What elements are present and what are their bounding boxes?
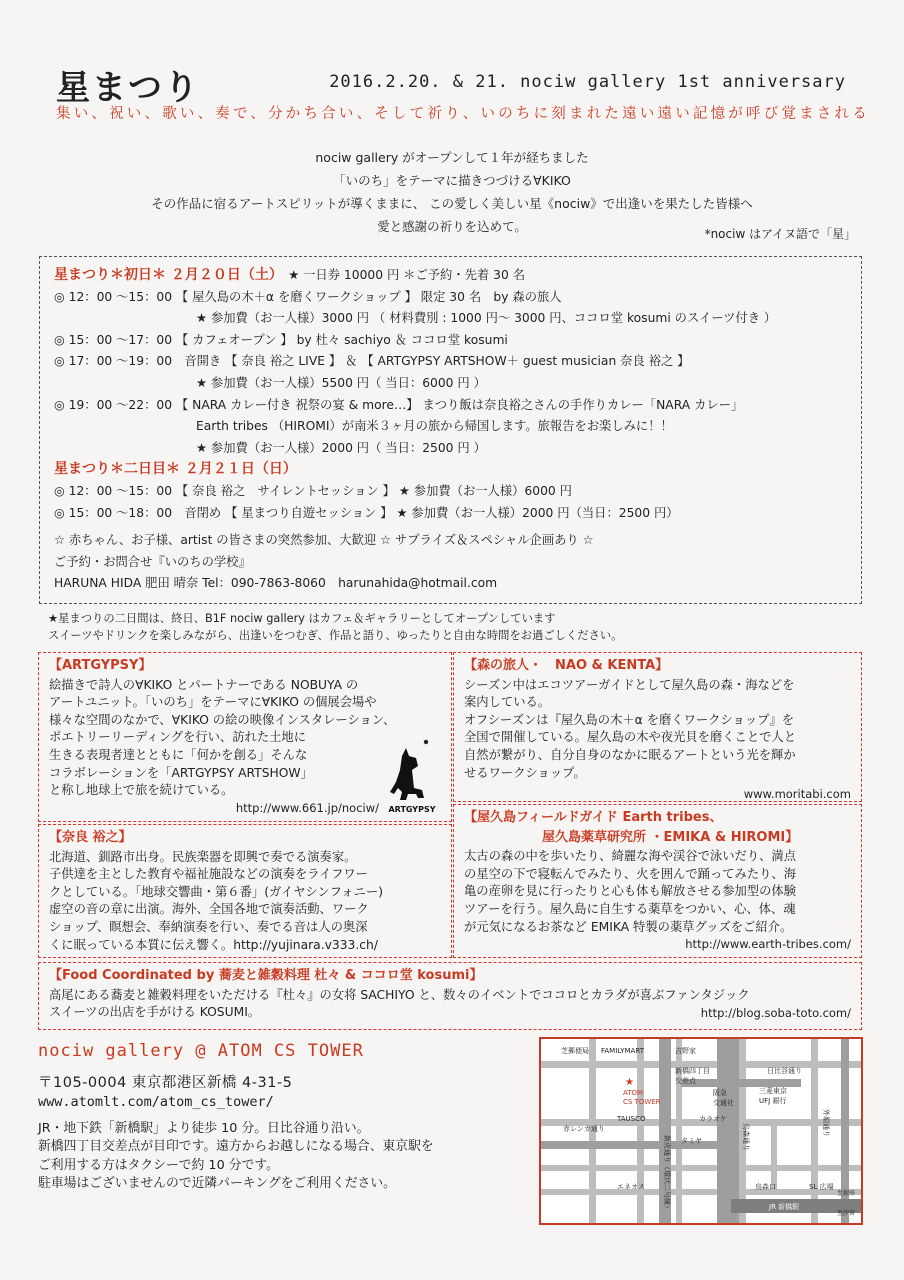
cafe-note-line: スイーツやドリンクを楽しみながら、出逢いをつむぎ、作品と語り、ゆったりと自由な時間をお過ごしください。: [48, 629, 623, 642]
schedule-line: ◎ 17：00 ～19：00 音開き 【 奈良 裕之 LIVE 】 ＆ 【 ARTGYPSY ARTSHOW＋ guest musician 奈良 裕之 】: [54, 354, 690, 369]
panel-line: スイーツの出店を手がける KOSUMI。: [49, 1005, 261, 1020]
mori-panel: [453, 652, 862, 802]
panel-line: クとしている。「地球交響曲・第６番」(ガイヤシンフォニー): [49, 884, 384, 899]
panel-line: が元気になるお茶など EMIKA 特製の薬草グッズをご紹介。: [464, 919, 793, 934]
schedule-line: ◎ 19：00 ～22：00 【 NARA カレー付き 祝祭の宴 & more…】 まつり飯は奈良裕之さんの手作りカレー「NARA カレー」: [54, 397, 744, 412]
panel-line: 生きる表現者達とともに「何かを創る」そんな: [49, 747, 308, 762]
map-label: 吉野家: [675, 1047, 696, 1055]
mori-url[interactable]: www.moritabi.com: [743, 787, 851, 802]
panel-line: 子供達を主とした教育や福祉施設などの演奏をライフワー: [49, 867, 368, 882]
access-line: ご利用する方はタクシーで約 10 分です。: [38, 1157, 279, 1173]
map-label: SL 広場: [809, 1183, 834, 1191]
panel-line: アートユニット。「いのち」をテーマに∀KIKO の個展会場や: [49, 695, 377, 710]
panel-line: オフシーズンは『屋久島の木＋α を磨くワークショップ』を: [464, 712, 795, 727]
access-info: [38, 1120, 518, 1194]
schedule-line: ◎ 12：00 ～15：00 【 奈良 裕之 サイレントセッション 】 ★ 参加費（お一人様）6000 円: [54, 483, 572, 498]
ainu-note: *nociw はアイヌ語で「星」: [704, 227, 856, 241]
map-label: 交通社: [713, 1099, 734, 1107]
dog-icon: [382, 736, 442, 816]
map-label: 芝郵便局: [561, 1047, 589, 1055]
schedule-line: ★ 参加費（お一人様）3000 円 （ 材料費別 : 1000 円～ 3000 円、ココロ堂 kosumi のスイーツ付き ）: [196, 311, 777, 326]
map-label: タミヤ: [681, 1137, 702, 1145]
schedule-line: ◎ 15：00 ～18：00 音閉め 【 星まつり自遊セッション 】 ★ 参加費（お一人様）2000 円（当日：2500 円）: [54, 505, 679, 520]
contact-heading: ご予約・お問合せ『いのちの学校』: [54, 554, 251, 569]
intro-line: 「いのち」をテーマに描きつづける∀KIKO: [333, 173, 571, 188]
welcome-note: ☆ 赤ちゃん、お子様、artist の皆さまの突然参加、大歓迎 ☆ サプライズ＆スペシャル企画あり ☆: [54, 533, 594, 548]
venue-address: 〒105-0004 東京都港区新橋 4-31-5: [38, 1075, 293, 1091]
panel-line: ショップ、瞑想会、奉納演奏を行い、奏でる音は人の奥深: [49, 919, 368, 934]
panel-line: 太古の森の中を歩いたり、綺麗な海や渓谷で泳いだり、満点: [464, 849, 797, 864]
schedule-line: ◎ 12：00 ～15：00 【 屋久島の木＋α を磨くワークショップ 】 限定 30 名 by 森の旅人: [54, 289, 562, 304]
map-label: 至汐留: [837, 1210, 856, 1217]
day2-heading: 星まつり＊二日目＊ ２月２１日（日）: [54, 461, 297, 478]
access-line: 駐車場はございませんので近隣パーキングをご利用ください。: [38, 1176, 396, 1192]
artgypsy-logo-text: ARTGYPSY: [388, 805, 436, 814]
food-heading: 【Food Coordinated by 蕎麦と雑穀料理 杜々 & ココロ堂 kosumi】: [49, 968, 483, 983]
map-label: 交差点: [675, 1077, 696, 1085]
artgypsy-url[interactable]: http://www.661.jp/nociw/: [235, 800, 379, 815]
schedule-box: [39, 256, 862, 604]
panel-line: 高尾にある蕎麦と雑穀料理をいただける『杜々』の女将 SACHIYO と、数々のイベントでココロとカラダが喜ぶファンタジック: [49, 987, 750, 1002]
contact-info: HARUNA HIDA 肥田 晴奈 Tel：090-7863-8060 harunahida@hotmail.com: [54, 576, 498, 591]
map-label: 外堀通り: [822, 1109, 830, 1137]
schedule-line: ★ 参加費（お一人様）2000 円（ 当日：2500 円 ）: [196, 440, 486, 455]
intro-line: nociw gallery がオープンして１年が経ちました: [315, 150, 589, 165]
intro-line: 愛と感謝の祈りを込めて。: [377, 219, 527, 234]
schedule-line: Earth tribes （HIROMI）が南米３ヶ月の旅から帰国します。旅報告をお楽しみに！！: [196, 419, 673, 434]
earth-heading-2: 屋久島薬草研究所 ・EMIKA & HIROMI】: [542, 829, 799, 845]
panel-line: シーズン中はエコツアーガイドとして屋久島の森・海などを: [464, 677, 795, 692]
earth-tribes-panel: [453, 804, 862, 958]
panel-line: 北海道、釧路市出身。民族楽器を即興で奏でる演奏家。: [49, 849, 357, 864]
map-label: 阪急: [713, 1089, 727, 1097]
map-label-atom: CS TOWER: [623, 1098, 661, 1106]
panel-line: 自然が繋がり、自分自身のなかに眠るアートという光を輝か: [464, 747, 796, 762]
panel-line: ポエトリーリーディングを行い、訪れた土地に: [49, 730, 307, 745]
nara-heading: 【奈良 裕之】: [49, 830, 132, 845]
artgypsy-heading: 【ARTGYPSY】: [49, 658, 152, 673]
map-label: TAUSCO: [617, 1115, 646, 1123]
earth-heading-1: 【屋久島フィールドガイド Earth tribes、: [464, 810, 723, 825]
map-label: エネオス: [617, 1183, 645, 1191]
map-label: 日比谷通り: [767, 1067, 802, 1075]
access-line: JR・地下鉄「新橋駅」より徒歩 10 分。日比谷通り沿い。: [38, 1121, 370, 1136]
nara-panel: [38, 824, 452, 958]
map-label: 新橋四丁目: [675, 1067, 710, 1075]
map-graphic: [541, 1039, 861, 1223]
schedule-line: ★ 参加費（お一人様）5500 円（ 当日：6000 円 ）: [196, 375, 486, 390]
access-line: 新橋四丁目交差点が目印です。遠方からお越しになる場合、東京駅を: [38, 1139, 434, 1155]
food-panel: [38, 962, 862, 1030]
day1-ticket: ★ 一日券 10000 円 ＊ご予約・先着 30 名: [288, 268, 525, 282]
access-map: [539, 1037, 863, 1225]
artgypsy-logo: [382, 736, 442, 816]
panel-line: 全国で開催している。屋久島の木や夜光貝を磨くことで人と: [464, 730, 797, 745]
tagline: 集い、祝い、歌い、奏で、分かち合い、そして祈り、いのちに刻まれた遠い遠い記憶が呼び覚まされる: [56, 106, 870, 122]
event-date: 2016.2.20. & 21. nociw gallery 1st anniversary: [329, 72, 846, 92]
cafe-note: [48, 610, 868, 644]
map-label-atom: ATOM: [623, 1089, 644, 1097]
page-title: 星まつり: [56, 68, 200, 108]
panel-line: せるワークショップ。: [464, 765, 586, 780]
map-label: 烏森通り: [742, 1123, 750, 1151]
earth-url[interactable]: http://www.earth-tribes.com/: [685, 937, 851, 952]
day1-heading: 星まつり＊初日＊ ２月２０日（土）: [54, 267, 276, 283]
panel-line: 案内している。: [464, 695, 551, 710]
panel-line: ツアーを行う。屋久島に自生する薬草をつかい、心、体、魂: [464, 901, 796, 916]
map-label: 烏森口: [755, 1183, 776, 1191]
map-label: 赤レンガ通り: [563, 1125, 605, 1133]
intro-line: その作品に宿るアートスピリットが導くままに、 この愛しく美しい星《nociw》で出逢いを果たした皆様へ: [151, 196, 753, 211]
star-icon: ★: [625, 1077, 634, 1088]
panel-line: 亀の産卵を見に行ったりと心も体も解放させる参加型の体験: [464, 884, 797, 899]
mori-heading: 【森の旅人・ NAO & KENTA】: [464, 658, 669, 673]
panel-line: と称し地球上で旅を続けている。: [49, 783, 234, 798]
venue-name: nociw gallery @ ATOM CS TOWER: [38, 1041, 364, 1061]
food-url[interactable]: http://blog.soba-toto.com/: [700, 1005, 851, 1020]
cafe-note-line: ★星まつりの二日間は、終日、B1F nociw gallery はカフェ＆ギャラリーとしてオープンしています: [48, 612, 556, 625]
map-label: 至銀座: [837, 1190, 856, 1197]
panel-line: 様々な空間のなかで、∀KIKO の絵の映像インスタレーション、: [49, 712, 396, 727]
map-label: カラオケ: [699, 1115, 727, 1123]
panel-line: 虚空の音の章に出演。海外、全国各地で演奏活動、ワーク: [49, 902, 369, 917]
map-label: JR 新橋駅: [769, 1203, 800, 1211]
map-label: 新虎通り（環状二号線）: [663, 1135, 671, 1212]
map-label: UFJ 銀行: [759, 1097, 787, 1105]
panel-line: 絵描きで詩人の∀KIKO とパートナーである NOBUYA の: [49, 677, 359, 692]
panel-line: くに眠っている本質に伝え響く。http://yujinara.v333.ch/: [49, 937, 378, 952]
map-label: FAMILYMART: [601, 1047, 644, 1055]
venue-website[interactable]: www.atomlt.com/atom_cs_tower/: [38, 1094, 274, 1110]
map-label: 三菱東京: [759, 1087, 787, 1095]
schedule-line: ◎ 15：00 ～17：00 【 カフェオープン 】 by 杜々 sachiyo ＆ ココロ堂 kosumi: [54, 332, 508, 347]
panel-line: の星空の下で寝転んでみたり、火を囲んで踊ってみたり、海: [464, 866, 797, 881]
panel-line: コラボレーションを「ARTGYPSY ARTSHOW」: [49, 765, 313, 780]
